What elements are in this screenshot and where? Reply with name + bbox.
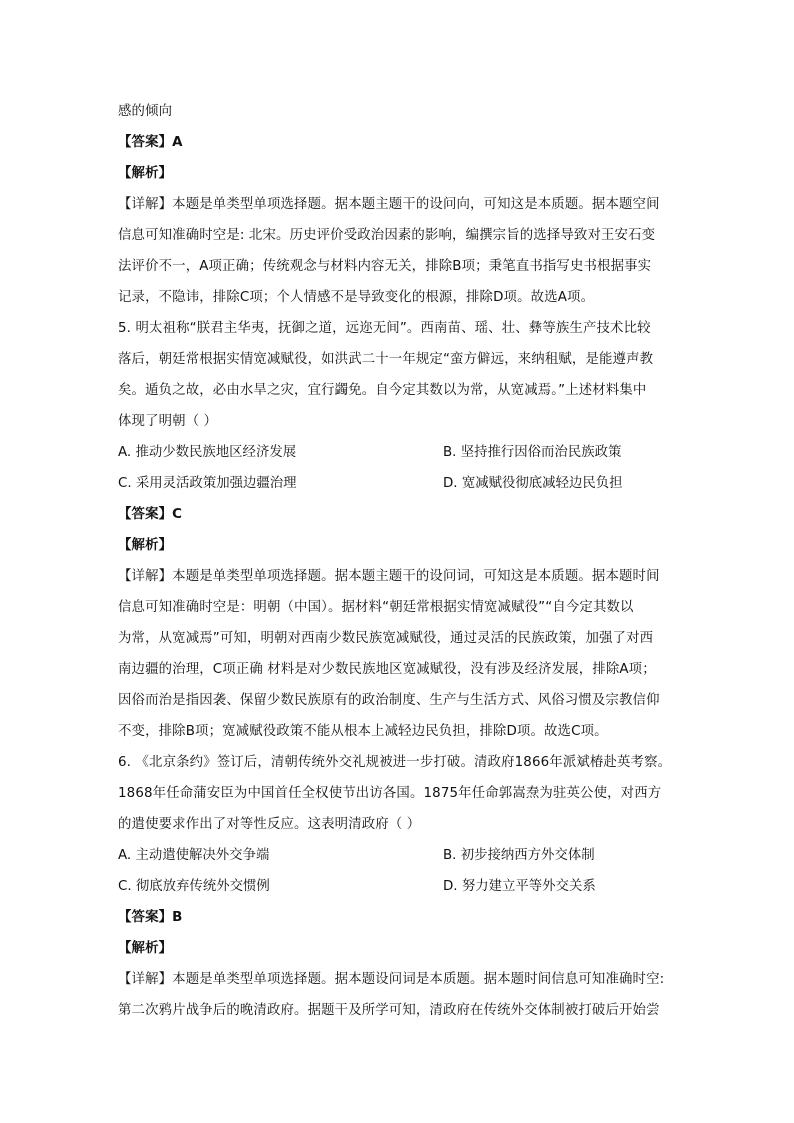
q5-detail-line: 为常，从宽减焉”可知，明朝对西南少数民族宽减赋役，通过灵活的民族政策，加强了对西: [118, 631, 654, 646]
q6-options-row-1: [118, 840, 678, 871]
q5-options-row-1: [118, 437, 678, 468]
q6-option-b: B. 初步接纳西方外交体制: [443, 848, 595, 863]
q5-stem-line: 落后，朝廷常根据实情宽减赋役，如洪武二十一年规定“蛮方僻远，来纳租赋，是能遵声教: [118, 352, 654, 367]
q5-option-d: D. 宽减赋役彻底减轻边民负担: [443, 476, 623, 491]
q6-stem-line: 6. 《北京条约》签订后，清朝传统外交礼规被进一步打破。清政府1866年派斌椿赴英考察。: [118, 755, 672, 770]
q4-detail-line: 法评价不一，A项正确；传统观念与材料内容无关，排除B项；秉笔直书指写史书根据事实: [118, 259, 652, 274]
q5-stem-line: 矣。遁负之故，必由水旱之灾，宜行蠲免。自今定其数以为常，从宽减焉。”上述材料集中: [118, 383, 647, 398]
q4-detail-line: 信息可知准确时空是: 北宋。历史评价受政治因素的影响，编撰宗旨的选择导致对王安石变: [118, 228, 656, 243]
q5-detail-line: 信息可知准确时空是：明朝（中国）。据材料“朝廷常根据实情宽减赋役”“自今定其数以: [118, 600, 634, 615]
q6-answer: 【答案】B: [118, 910, 183, 925]
q4-stem-continuation: 感的倾向: [118, 104, 173, 119]
q6-option-c: C. 彻底放弃传统外交惯例: [118, 879, 270, 894]
q4-detail-line: 【详解】本题是单类型单项选择题。据本题主题干的设问向，可知这是本质题。据本题空间: [118, 197, 660, 212]
q5-option-c: C. 采用灵活政策加强边疆治理: [118, 476, 297, 491]
q6-options-row-2: [118, 871, 678, 902]
q6-stem-line: 1868年任命蒲安臣为中国首任全权使节出访各国。1875年任命郭嵩焘为驻英公使，对西方: [118, 786, 662, 801]
q5-answer: 【答案】C: [118, 507, 183, 522]
q4-detail-line: 记录，不隐讳，排除C项；个人情感不是导致变化的根源，排除D项。故选A项。: [118, 290, 595, 305]
q5-detail-line: 不变，排除B项；宽减赋役政策不能从根本上减轻边民负担，排除D项。故选C项。: [118, 724, 608, 739]
q6-analysis-heading: 【解析】: [118, 941, 173, 956]
q6-detail-line: 第二次鸦片战争后的晚清政府。据题干及所学可知，清政府在传统外交体制被打破后开始尝: [118, 1003, 660, 1018]
q4-answer: 【答案】A: [118, 135, 183, 150]
q5-stem-line: 5. 明太祖称“朕君主华夷，抚御之道，远迩无间”。西南苗、瑶、壮、彝等族生产技术比较: [118, 321, 651, 336]
q5-detail-line: 【详解】本题是单类型单项选择题。据本题主题干的设问词，可知这是本质题。据本题时间: [118, 569, 660, 584]
q6-detail-line: 【详解】本题是单类型单项选择题。据本题设问词是本质题。据本题时间信息可知准确时空:: [118, 972, 665, 987]
q5-detail-line: 因俗而治是指因袭、保留少数民族原有的政治制度、生产与生活方式、风俗习惯及宗教信仰: [118, 693, 660, 708]
q6-option-d: D. 努力建立平等外交关系: [443, 879, 596, 894]
q5-analysis-heading: 【解析】: [118, 538, 173, 553]
q5-detail-line: 南边疆的治理，C项正确 材料是对少数民族地区宽减赋役，没有涉及经济发展，排除A项；: [118, 662, 656, 677]
q5-stem-line: 体现了明朝（ ）: [118, 414, 218, 429]
q6-stem-line: 的遣使要求作出了对等性反应。这表明清政府（ ）: [118, 817, 421, 832]
q4-analysis-heading: 【解析】: [118, 166, 173, 181]
q6-option-a: A. 主动遣使解决外交争端: [118, 848, 270, 863]
q5-options-row-2: [118, 468, 678, 499]
document-page: [118, 96, 678, 1026]
q5-option-b: B. 坚持推行因俗而治民族政策: [443, 445, 622, 460]
q5-option-a: A. 推动少数民族地区经济发展: [118, 445, 297, 460]
